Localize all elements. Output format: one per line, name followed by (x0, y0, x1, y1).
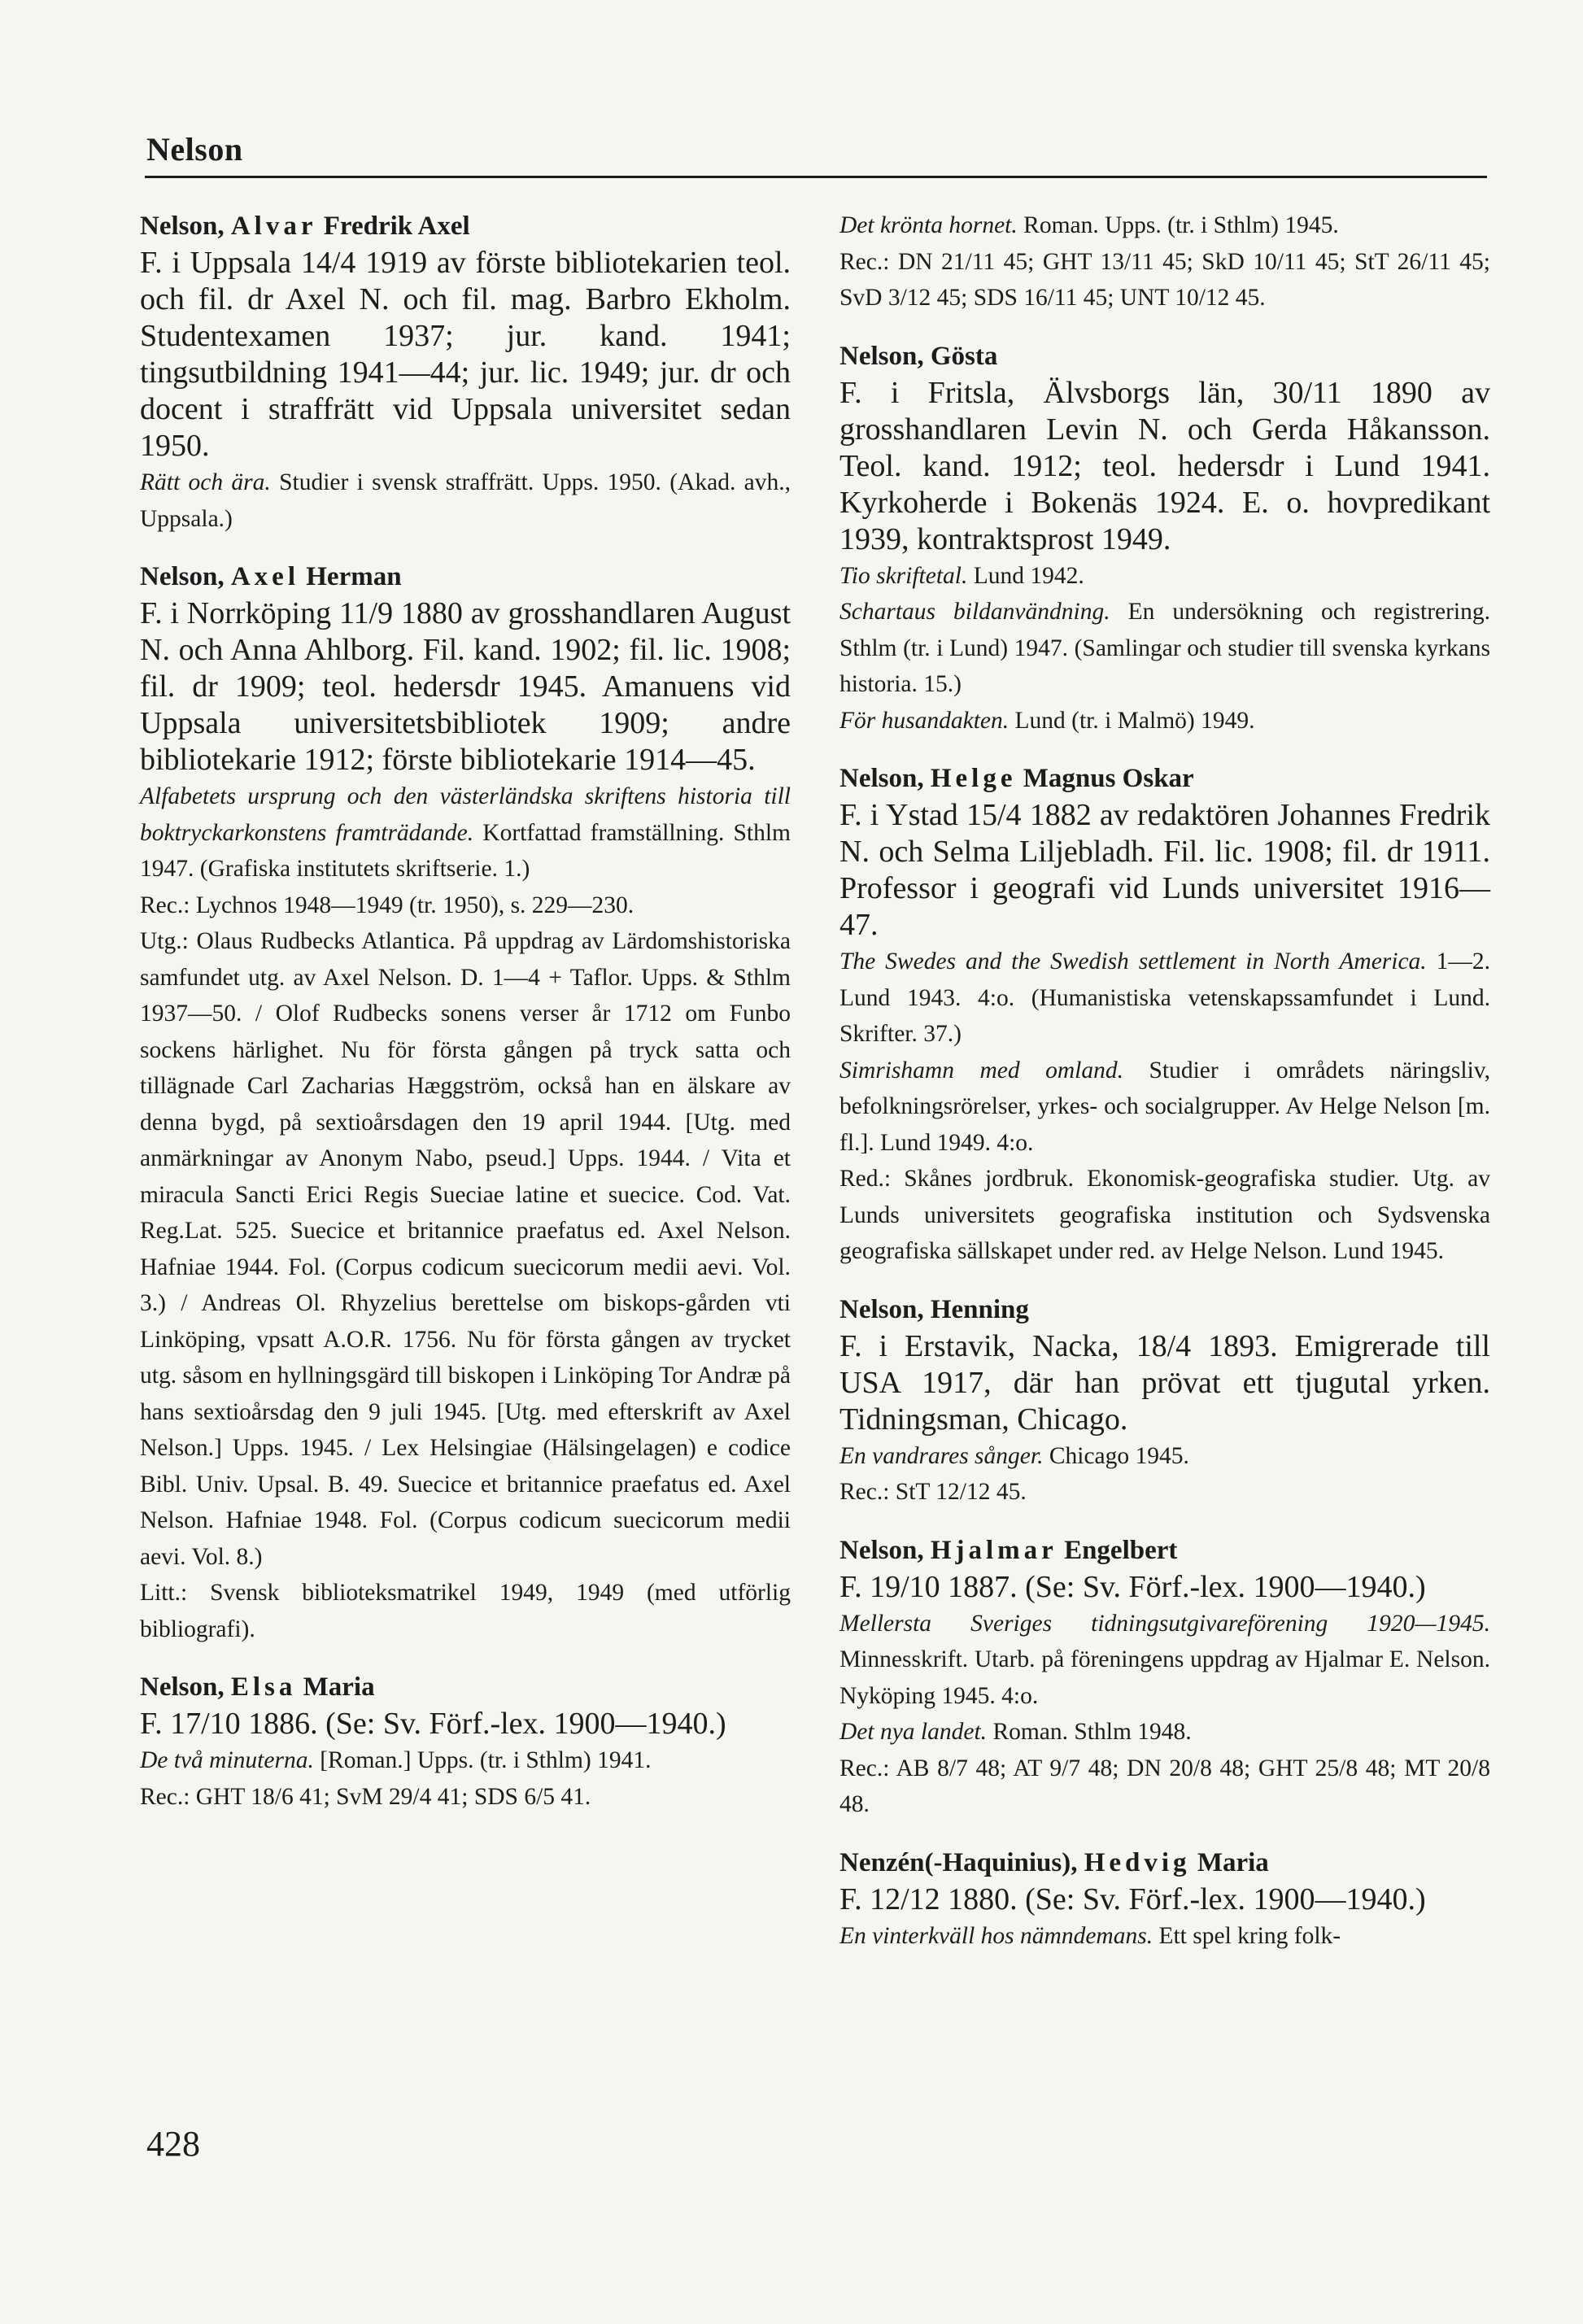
entry-surname: Nelson, (839, 1535, 924, 1565)
entry-surname: Nelson, (140, 211, 225, 241)
work-title: Alfabetets ursprung och den västerländska skriftens historia till boktryckarkonstens framträdande. (140, 783, 791, 846)
work-detail: Litt.: Svensk biblioteksmatrikel 1949, 1949 (med utförlig bibliografi). (140, 1580, 791, 1642)
entry (839, 1532, 1490, 1823)
entry-work (839, 1474, 1490, 1511)
entry-work (839, 207, 1490, 244)
entry (140, 207, 791, 537)
entry-name (839, 338, 1490, 375)
entry-work (839, 944, 1490, 1053)
entry-biography: F. 17/10 1886. (Se: Sv. Förf.-lex. 1900—1940.) (140, 1707, 726, 1741)
entry-work (140, 778, 791, 887)
entry (839, 207, 1490, 316)
entry-biography: F. i Erstavik, Nacka, 18/4 1893. Emigrerade till USA 1917, där han prövat ett tjugutal yrken. Tidningsman, Chicago. (839, 1328, 1490, 1437)
work-detail: 1—2. Lund 1943. 4:o. (Humanistiska vetenskapssamfundet i Lund. Skrifter. 37.) (839, 948, 1490, 1047)
work-detail: Rec.: StT 12/12 45. (839, 1479, 1027, 1505)
work-detail: Minnesskrift. Utarb. på föreningens uppdrag av Hjalmar E. Nelson. Nyköping 1945. 4:o. (839, 1646, 1490, 1709)
entry-work (140, 1742, 791, 1779)
entry-biography: F. 19/10 1887. (Se: Sv. Förf.-lex. 1900—1940.) (839, 1569, 1426, 1604)
entry-name (839, 1291, 1490, 1328)
entry-work (839, 1606, 1490, 1715)
entry-name (140, 558, 791, 595)
entry-given-rest: Magnus Oskar (1023, 764, 1194, 793)
page-number: 428 (146, 2124, 200, 2164)
entry-given-name: Hedvig (1084, 1847, 1191, 1877)
entry-work (140, 887, 791, 924)
entry (839, 1844, 1490, 1955)
entry-name (140, 207, 791, 245)
entry-given-name: Helge (930, 764, 1017, 793)
entry-work (839, 244, 1490, 316)
work-detail: En undersökning och registrering. Sthlm (tr. i Lund) 1947. (Samlingar och studier till svenska kyrkans historia. 15.) (839, 599, 1491, 697)
work-detail: Rec.: Lychnos 1948—1949 (tr. 1950), s. 229—230. (140, 892, 635, 918)
work-detail: Red.: Skånes jordbruk. Ekonomisk-geografiska studier. Utg. av Lunds universitets geografiska institution och Sydsvenska geografiska sällskapet under red. av Helge Nelson. Lund 1945. (839, 1166, 1490, 1264)
left-column (140, 207, 791, 1836)
entry-given-name: Hjalmar (930, 1535, 1058, 1565)
work-detail: Ett spel kring folk- (1153, 1922, 1341, 1949)
entry-name (140, 1668, 791, 1706)
work-title: The Swedes and the Swedish settlement in North America. (839, 948, 1427, 975)
entry-biography: F. i Fritsla, Älvsborgs län, 30/11 1890 av grosshandlaren Levin N. och Gerda Håkansson. Teol. kand. 1912; teol. hedersdr i Lund 1941. Kyrkoherde i Bokenäs 1924. E. o. hovpredikant 1939, kontraktsprost 1949. (839, 375, 1490, 556)
entry-surname: Nelson, (140, 1672, 225, 1702)
entry-biography: F. i Uppsala 14/4 1919 av förste bibliotekarien teol. och fil. dr Axel N. och fil. mag. Barbro Ekholm. Studentexamen 1937; jur. kand. 1941; tingsutbildning 1941—44; jur. lic. 1949; jur. dr och docent i straffrätt vid Uppsala universitet sedan 1950. (140, 246, 791, 463)
work-title: För husandakten. (839, 707, 1010, 734)
entry (839, 760, 1490, 1270)
entry (839, 1291, 1490, 1511)
work-detail: Rec.: DN 21/11 45; GHT 13/11 45; SkD 10/11 45; StT 26/11 45; SvD 3/12 45; SDS 16/11 45; UNT 10/12 45. (839, 248, 1490, 311)
entry-name (839, 1532, 1490, 1569)
entry-work (839, 594, 1490, 703)
entry-work (140, 1575, 791, 1647)
entry-work (839, 1161, 1490, 1270)
work-detail: Lund (tr. i Malmö) 1949. (1009, 707, 1255, 734)
entry (140, 1668, 791, 1815)
work-title: Schartaus bildanvändning. (839, 599, 1110, 625)
entry-given-rest: Maria (303, 1672, 375, 1702)
running-head: Nelson (146, 131, 243, 168)
entry-given-rest: Engelbert (1064, 1535, 1178, 1565)
work-title: Det krönta hornet. (839, 212, 1018, 238)
entry (839, 338, 1490, 739)
entry-work (839, 703, 1490, 739)
work-detail: [Roman.] Upps. (tr. i Sthlm) 1941. (313, 1747, 652, 1773)
work-detail: Utg.: Olaus Rudbecks Atlantica. På uppdrag av Lärdomshistoriska samfundet utg. av Axel Nelson. D. 1—4 + Taflor. Upps. & Sthlm 1937—50. / Olof Rudbecks sonens verser år 1712 om Funbo sockens härlighet. Nu för första gången på tryck satta och tillägnade Carl Zacharias Hæggström, också han en älskare av denna bygd, på sextioårsdagen den 19 april 1944. [Utg. med anmärkningar av Anonym Nabo, pseud.] Upps. 1944. / Vita et miracula Sancti Erici Regis Sueciae latine et suecice. Cod. Vat. Reg.Lat. 525. Suecice et britannice praefatus ed. Axel Nelson. Hafniae 1944. Fol. (Corpus codicum suecicorum medii aevi. Vol. 3.) / Andreas Ol. Rhyzelius berettelse om biskops-gården vti Linköping, vpsatt A.O.R. 1756. Nu för första gången av trycket utg. såsom en hyllningsgärd till biskopen i Linköping Tor Andræ på hans sextioårsdag den 9 juli 1945. [Utg. med efterskrift av Axel Nelson.] Upps. 1945. / Lex Helsingiae (Hälsingelagen) e codice Bibl. Univ. Upsal. B. 49. Suecice et britannice praefatus ed. Axel Nelson. Hafniae 1948. Fol. (Corpus codicum suecicorum medii aevi. Vol. 8.) (140, 928, 791, 1570)
entry-given-name: Alvar (230, 211, 317, 241)
header-rule (145, 176, 1487, 178)
work-title: De två minuterna. (140, 1747, 314, 1773)
work-title: Det nya landet. (839, 1719, 988, 1745)
entry-biography: F. i Ystad 15/4 1882 av redaktören Johannes Fredrik N. och Selma Liljebladh. Fil. lic. 1908; fil. dr 1911. Professor i geografi vid Lunds universitet 1916—47. (839, 798, 1490, 942)
entry-name (839, 1844, 1490, 1881)
work-detail: Studier i områdets näringsliv, befolkningsrörelser, yrkes- och socialgrupper. Av Helge Nelson [m. fl.]. Lund 1949. 4:o. (839, 1057, 1491, 1156)
entry-work (839, 1053, 1490, 1162)
work-title: Mellersta Sveriges tidningsutgivareförening 1920—1945. (839, 1610, 1490, 1637)
work-detail: Rec.: GHT 18/6 41; SvM 29/4 41; SDS 6/5 41. (140, 1783, 591, 1810)
entry-surname: Nelson, Gösta (839, 341, 998, 371)
work-title: Tio skriftetal. (839, 562, 968, 589)
entry-given-name: Axel (230, 562, 299, 591)
work-detail: Kortfattad framställning. Sthlm 1947. (Grafiska institutets skriftserie. 1.) (140, 819, 791, 882)
entry-given-name: Elsa (230, 1672, 297, 1702)
work-detail: Chicago 1945. (1043, 1442, 1189, 1469)
work-title: En vandrares sånger. (839, 1442, 1044, 1469)
work-detail: Roman. Upps. (tr. i Sthlm) 1945. (1017, 212, 1339, 238)
entry-biography: F. 12/12 1880. (Se: Sv. Förf.-lex. 1900—1940.) (839, 1881, 1426, 1916)
work-detail: Roman. Sthlm 1948. (987, 1719, 1192, 1745)
entry-work (839, 1918, 1490, 1955)
entry-work (839, 1438, 1490, 1475)
entry-work (839, 1714, 1490, 1751)
work-title: Rätt och ära. (140, 469, 271, 495)
entry-surname: Nelson, Henning (839, 1294, 1029, 1324)
entry (140, 558, 791, 1647)
entry-surname: Nenzén(-Haquinius), (839, 1847, 1078, 1877)
entry-given-rest: Herman (306, 562, 402, 591)
entry-work (839, 558, 1490, 595)
work-detail: Lund 1942. (967, 562, 1084, 589)
entry-given-rest: Fredrik Axel (323, 211, 470, 241)
work-title: En vinterkväll hos nämndemans. (839, 1922, 1153, 1949)
work-detail: Studier i svensk straffrätt. Upps. 1950. (Akad. avh., Uppsala.) (140, 469, 791, 532)
entry-surname: Nelson, (839, 764, 924, 793)
right-column (839, 207, 1490, 1975)
entry-work (140, 464, 791, 537)
entry-given-rest: Maria (1197, 1847, 1269, 1877)
entry-work (140, 923, 791, 1575)
entry-name (839, 760, 1490, 797)
entry-work (839, 1751, 1490, 1823)
work-detail: Rec.: AB 8/7 48; AT 9/7 48; DN 20/8 48; GHT 25/8 48; MT 20/8 48. (839, 1755, 1490, 1817)
entry-surname: Nelson, (140, 562, 225, 591)
entry-biography: F. i Norrköping 11/9 1880 av grosshandlaren August N. och Anna Ahlborg. Fil. kand. 1902; fil. lic. 1908; fil. dr 1909; teol. hedersdr 1945. Amanuens vid Uppsala universitetsbibliotek 1909; andre bibliotekarie 1912; förste bibliotekarie 1914—45. (140, 596, 791, 777)
work-title: Simrishamn med omland. (839, 1057, 1123, 1084)
entry-work (140, 1779, 791, 1816)
